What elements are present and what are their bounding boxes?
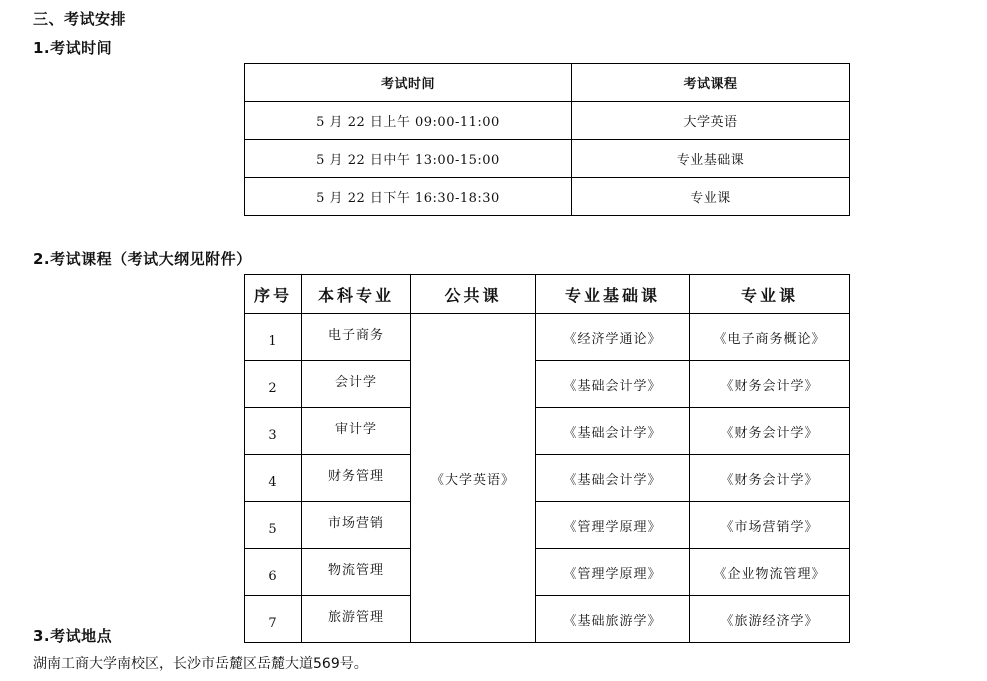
professional-course-cell: 《财务会计学》 xyxy=(690,361,850,408)
serial-number-cell: 3 xyxy=(245,408,302,455)
exam-location-text: 湖南工商大学南校区，长沙市岳麓区岳麓大道569号。 xyxy=(33,656,368,672)
table-row xyxy=(245,408,850,455)
major-cell: 物流管理 xyxy=(302,549,411,596)
table-row xyxy=(245,549,850,596)
basic-course-cell: 《基础会计学》 xyxy=(536,455,690,502)
header-serial-number: 序号 xyxy=(245,275,302,314)
major-cell: 电子商务 xyxy=(302,314,411,361)
major-cell: 审计学 xyxy=(302,408,411,455)
table-row xyxy=(245,102,850,140)
exam-location-heading: 3.考试地点 xyxy=(33,627,113,645)
professional-course-cell: 《财务会计学》 xyxy=(690,455,850,502)
exam-time-heading: 1.考试时间 xyxy=(33,39,113,57)
exam-schedule-table xyxy=(244,63,850,216)
basic-course-cell: 《基础会计学》 xyxy=(536,408,690,455)
header-major: 本科专业 xyxy=(302,275,411,314)
header-basic-course: 专业基础课 xyxy=(536,275,690,314)
basic-course-cell: 《基础旅游学》 xyxy=(536,596,690,643)
professional-course-cell: 《市场营销学》 xyxy=(690,502,850,549)
serial-number-cell: 7 xyxy=(245,596,302,643)
exam-time-cell: 5 月 22 日中午 13:00-15:00 xyxy=(245,140,572,178)
header-exam-course: 考试课程 xyxy=(572,64,850,102)
basic-course-cell: 《基础会计学》 xyxy=(536,361,690,408)
serial-number-cell: 1 xyxy=(245,314,302,361)
serial-number-cell: 6 xyxy=(245,549,302,596)
professional-course-cell: 《电子商务概论》 xyxy=(690,314,850,361)
table-row xyxy=(245,502,850,549)
table-header-row xyxy=(245,64,850,102)
header-exam-time: 考试时间 xyxy=(245,64,572,102)
exam-course-cell: 专业基础课 xyxy=(572,140,850,178)
professional-course-cell: 《企业物流管理》 xyxy=(690,549,850,596)
serial-number-cell: 4 xyxy=(245,455,302,502)
professional-course-cell: 《旅游经济学》 xyxy=(690,596,850,643)
table-row xyxy=(245,314,850,361)
major-cell: 财务管理 xyxy=(302,455,411,502)
major-cell: 旅游管理 xyxy=(302,596,411,643)
serial-number-cell: 5 xyxy=(245,502,302,549)
section-title: 三、考试安排 xyxy=(33,10,127,28)
table-row xyxy=(245,140,850,178)
exam-courses-heading: 2.考试课程（考试大纲见附件） xyxy=(33,250,252,268)
header-professional-course: 专业课 xyxy=(690,275,850,314)
public-course-cell: 《大学英语》 xyxy=(411,314,536,643)
basic-course-cell: 《管理学原理》 xyxy=(536,549,690,596)
table-row xyxy=(245,361,850,408)
exam-course-cell: 专业课 xyxy=(572,178,850,216)
table-row xyxy=(245,455,850,502)
basic-course-cell: 《管理学原理》 xyxy=(536,502,690,549)
table-header-row xyxy=(245,275,850,314)
header-public-course: 公共课 xyxy=(411,275,536,314)
professional-course-cell: 《财务会计学》 xyxy=(690,408,850,455)
major-cell: 会计学 xyxy=(302,361,411,408)
major-cell: 市场营销 xyxy=(302,502,411,549)
exam-time-cell: 5 月 22 日下午 16:30-18:30 xyxy=(245,178,572,216)
basic-course-cell: 《经济学通论》 xyxy=(536,314,690,361)
table-row xyxy=(245,596,850,643)
exam-courses-table xyxy=(244,274,850,643)
table-row xyxy=(245,178,850,216)
serial-number-cell: 2 xyxy=(245,361,302,408)
exam-course-cell: 大学英语 xyxy=(572,102,850,140)
exam-time-cell: 5 月 22 日上午 09:00-11:00 xyxy=(245,102,572,140)
